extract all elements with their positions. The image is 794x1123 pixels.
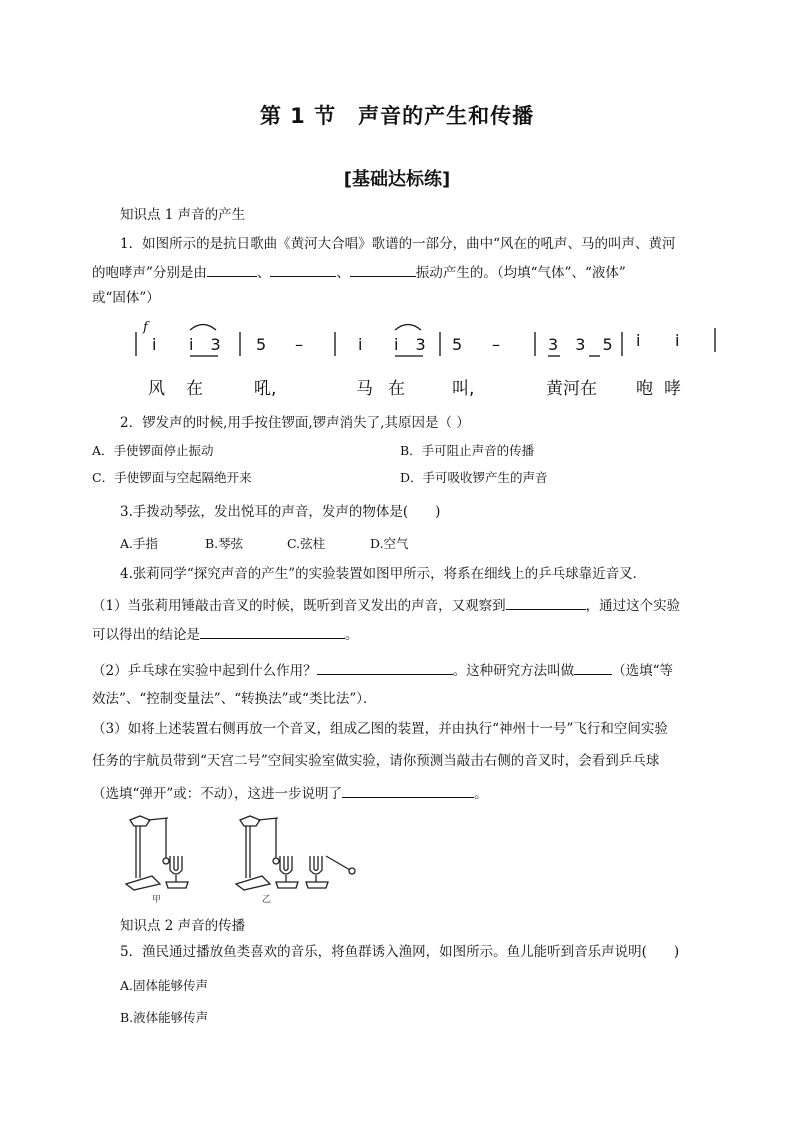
q2-stem: 2．锣发声的时候,用手按住锣面,锣声消失了,其原因是（ ） — [120, 415, 470, 431]
q4-blank-2[interactable] — [200, 624, 345, 639]
q1-line3: 或“固体”） — [92, 290, 160, 306]
q1-line2 — [92, 262, 626, 283]
q4-blank-1[interactable] — [506, 595, 586, 610]
q4-part2-method: 。这种研究方法叫做 — [452, 663, 575, 679]
q4-part3-line3 — [92, 783, 488, 804]
q4-part3-text: （选填“弹开”或：不动），这进一步说明了 — [92, 786, 343, 802]
q1-line1: 1．如图所示的是抗日歌曲《黄河大合唱》歌谱的一部分，曲中“风在的吼声、马的叫声、黄河 — [120, 236, 676, 252]
lyric: 在 — [388, 379, 405, 399]
stand-clamp — [130, 816, 150, 826]
knowledge-point-1: 知识点 1 声音的产生 — [120, 207, 246, 223]
fork-base — [166, 882, 188, 888]
fork-base — [306, 882, 328, 888]
q3-option-d[interactable]: D.空气 — [370, 536, 409, 551]
q4-stem: 4.张莉同学“探究声音的产生”的实验装置如图甲所示，将系在细线上的乒乓球靠近音叉． — [120, 566, 647, 582]
q5-stem: 5．渔民通过播放鱼类喜欢的音乐，将鱼群诱入渔网，如图所示。鱼儿能听到音乐声说明( ) — [120, 944, 680, 960]
q4-part1-tail: ，通过这个实验 — [585, 598, 681, 614]
q4-part1-conclusion-label: 可以得出的结论是 — [92, 627, 200, 643]
q3-stem: 3.手拨动琴弦，发出悦耳的声音，发声的物体是( ) — [120, 504, 441, 520]
figure-label-b: 乙 — [262, 895, 272, 904]
q4-part1-end: 。 — [345, 627, 359, 643]
note: – — [295, 335, 303, 354]
q4-part2-line1 — [92, 660, 673, 681]
q1-sep-2: 、 — [336, 265, 350, 281]
tuning-fork — [170, 856, 182, 874]
hammer-head — [349, 868, 355, 874]
q1-sep-1: 、 — [256, 265, 271, 281]
q4-part3-line1: （3）如将上述装置右侧再放一个音叉，组成乙图的装置，并由执行“神州十一号”飞行和空间实验 — [92, 721, 668, 737]
lyric: 哮 — [664, 379, 681, 399]
q3-option-b[interactable]: B.琴弦 — [205, 536, 244, 551]
q5-option-b[interactable]: B.液体能够传声 — [120, 1010, 209, 1025]
lyric: 马 — [356, 379, 373, 399]
q1-blank-2[interactable] — [270, 262, 336, 277]
slur — [395, 325, 421, 331]
q4-blank-3[interactable] — [317, 660, 453, 675]
page-title: 第 1 节 声音的产生和传播 — [259, 104, 535, 128]
q2-option-b[interactable]: B．手可阻止声音的传播 — [400, 443, 535, 458]
q1-blank-3[interactable] — [350, 262, 416, 277]
fork-base — [276, 882, 298, 888]
note: i — [675, 331, 680, 350]
tuning-fork-right — [310, 856, 322, 874]
tuning-fork-figures — [122, 812, 362, 904]
lyric: 风 — [148, 379, 165, 399]
stand-arm — [148, 818, 168, 820]
knowledge-point-2: 知识点 2 声音的传播 — [120, 918, 246, 934]
q1-blank-1[interactable] — [207, 262, 257, 277]
q1-line2-tail: 振动产生的。（均填“气体”、“液体” — [415, 265, 626, 281]
q3-option-c[interactable]: C.弦柱 — [287, 536, 326, 551]
note: i — [152, 335, 157, 354]
music-score — [130, 318, 720, 398]
lyric: 吼, — [254, 379, 277, 399]
section-subtitle: [基础达标练] — [343, 169, 451, 190]
note: – — [492, 335, 500, 354]
q4-part2-hint: （选填“等 — [612, 663, 673, 679]
q4-part3-line2: 任务的宇航员带到“天宫二号”空间实验室做实验，请你预测当敲击右侧的音叉时，会看到乒乓球 — [92, 753, 660, 769]
q4-blank-4[interactable] — [574, 660, 612, 675]
ball — [163, 858, 169, 864]
stand-base — [126, 876, 160, 890]
q3-option-a[interactable]: A.手指 — [120, 536, 159, 551]
tuning-fork — [280, 856, 292, 874]
figure-label-a: 甲 — [152, 895, 162, 904]
note: 5 — [452, 335, 463, 354]
note: i 3 — [189, 335, 227, 354]
q4-part1-line1 — [92, 595, 680, 616]
q1-line2-text: 的咆哮声”分别是由 — [92, 265, 207, 281]
q2-option-a[interactable]: A．手使锣面停止振动 — [92, 443, 214, 458]
note: 3 3 5 — [548, 335, 619, 354]
note: i — [636, 331, 641, 350]
q2-option-d[interactable]: D．手可吸收锣产生的声音 — [400, 470, 548, 485]
note: i — [358, 335, 363, 354]
slur — [190, 325, 216, 331]
q4-part1-line2 — [92, 624, 359, 645]
note: i 3 — [394, 335, 432, 354]
q5-option-a[interactable]: A.固体能够传声 — [120, 978, 209, 993]
lyric: 黄河在 — [546, 379, 597, 399]
q4-part2-text: （2）乒乓球在实验中起到什么作用？ — [92, 663, 317, 679]
q4-part2-line2: 效法”、“控制变量法”、“转换法”或“类比法”）． — [92, 691, 377, 707]
stand-base — [236, 876, 270, 890]
dynamic-mark: f — [143, 320, 148, 335]
lyric: 叫, — [452, 379, 475, 399]
ball — [273, 858, 279, 864]
q4-part1-text: （1）当张莉用锤敲击音叉的时候，既听到音叉发出的声音，又观察到 — [92, 598, 506, 614]
stand-clamp — [240, 816, 260, 826]
q2-option-c[interactable]: C．手使锣面与空起隔绝开来 — [92, 470, 252, 485]
lyric: 咆 — [636, 379, 653, 399]
note: 5 — [256, 335, 267, 354]
lyric: 在 — [186, 379, 203, 399]
q4-part3-end: 。 — [474, 786, 488, 802]
hammer-handle — [326, 856, 350, 870]
q4-blank-5[interactable] — [342, 783, 474, 798]
stand-arm — [258, 818, 278, 820]
